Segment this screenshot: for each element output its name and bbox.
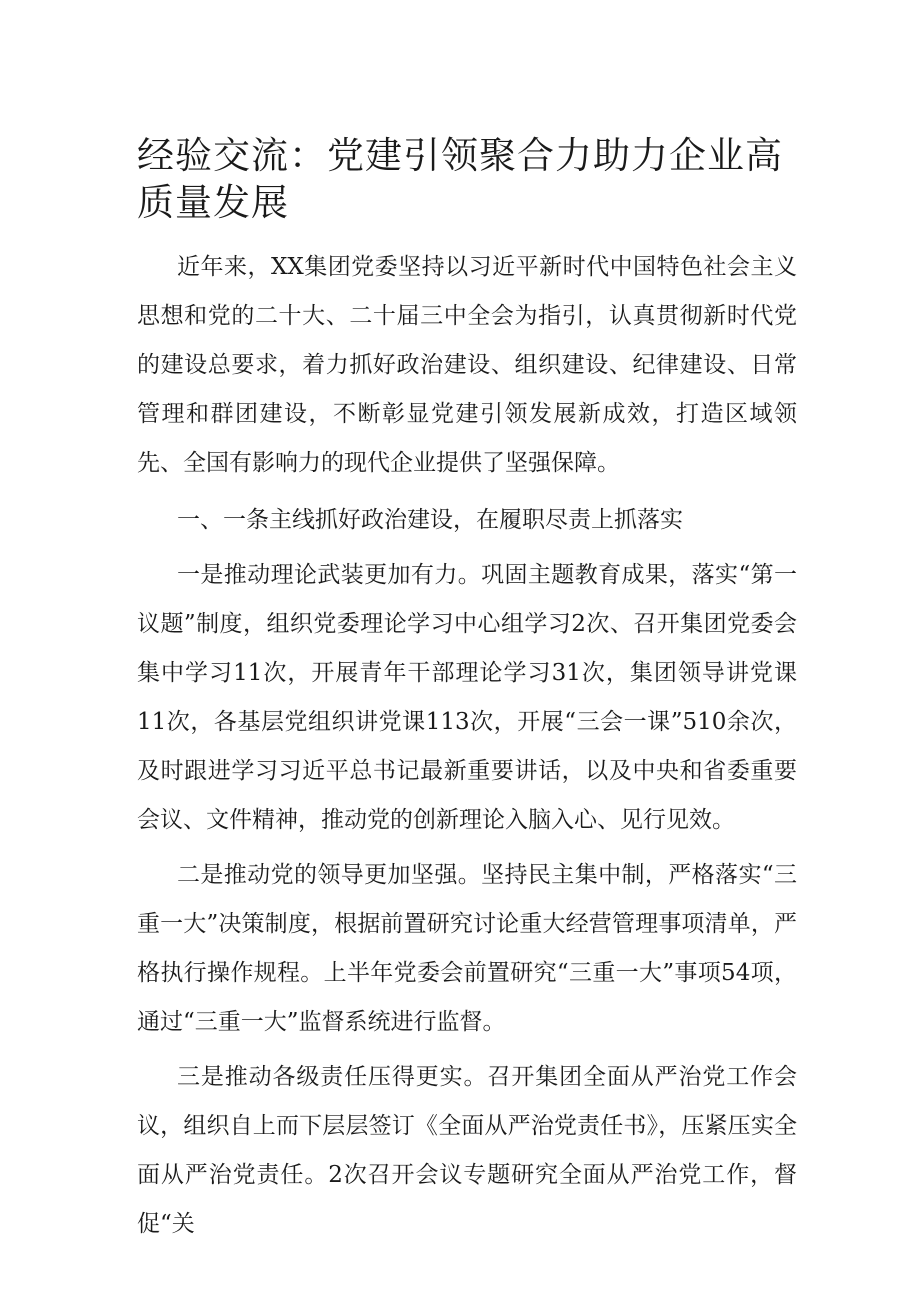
document-title: 经验交流：党建引领聚合力助力企业高质量发展	[137, 134, 783, 224]
section-heading-1: 一、一条主线抓好政治建设，在履职尽责上抓落实	[177, 507, 683, 533]
paragraph-theory: 一是推动理论武装更加有力。巩固主题教育成果，落实“第一议题”制度，组织党委理论学习中心组学习2次、召开集团党委会集中学习11次，开展青年干部理论学习31次，集团领导讲党课11次，各基层党组织讲党课113次，开展“三会一课”510余次，及时跟进学习习近平总书记最新重要讲话，以及中央和省委重要会议、文件精神，推动党的创新理论入脑入心、见行见效。	[137, 562, 797, 833]
paragraph-responsibility: 三是推动各级责任压得更实。召开集团全面从严治党工作会议，组织自上而下层层签订《全面从严治党责任书》，压紧压实全面从严治党责任。2次召开会议专题研究全面从严治党工作，督促“关	[137, 1064, 797, 1237]
paragraph-leadership: 二是推动党的领导更加坚强。坚持民主集中制，严格落实“三重一大”决策制度，根据前置研究讨论重大经营管理事项清单，严格执行操作规程。上半年党委会前置研究“三重一大”事项54项，通过“三重一大”监督系统进行监督。	[137, 862, 797, 1035]
intro-paragraph: 近年来，XX集团党委坚持以习近平新时代中国特色社会主义思想和党的二十大、二十届三中全会为指引，认真贯彻新时代党的建设总要求，着力抓好政治建设、组织建设、纪律建设、日常管理和群团建设，不断彰显党建引领发展新成效，打造区域领先、全国有影响力的现代企业提供了坚强保障。	[137, 254, 797, 476]
